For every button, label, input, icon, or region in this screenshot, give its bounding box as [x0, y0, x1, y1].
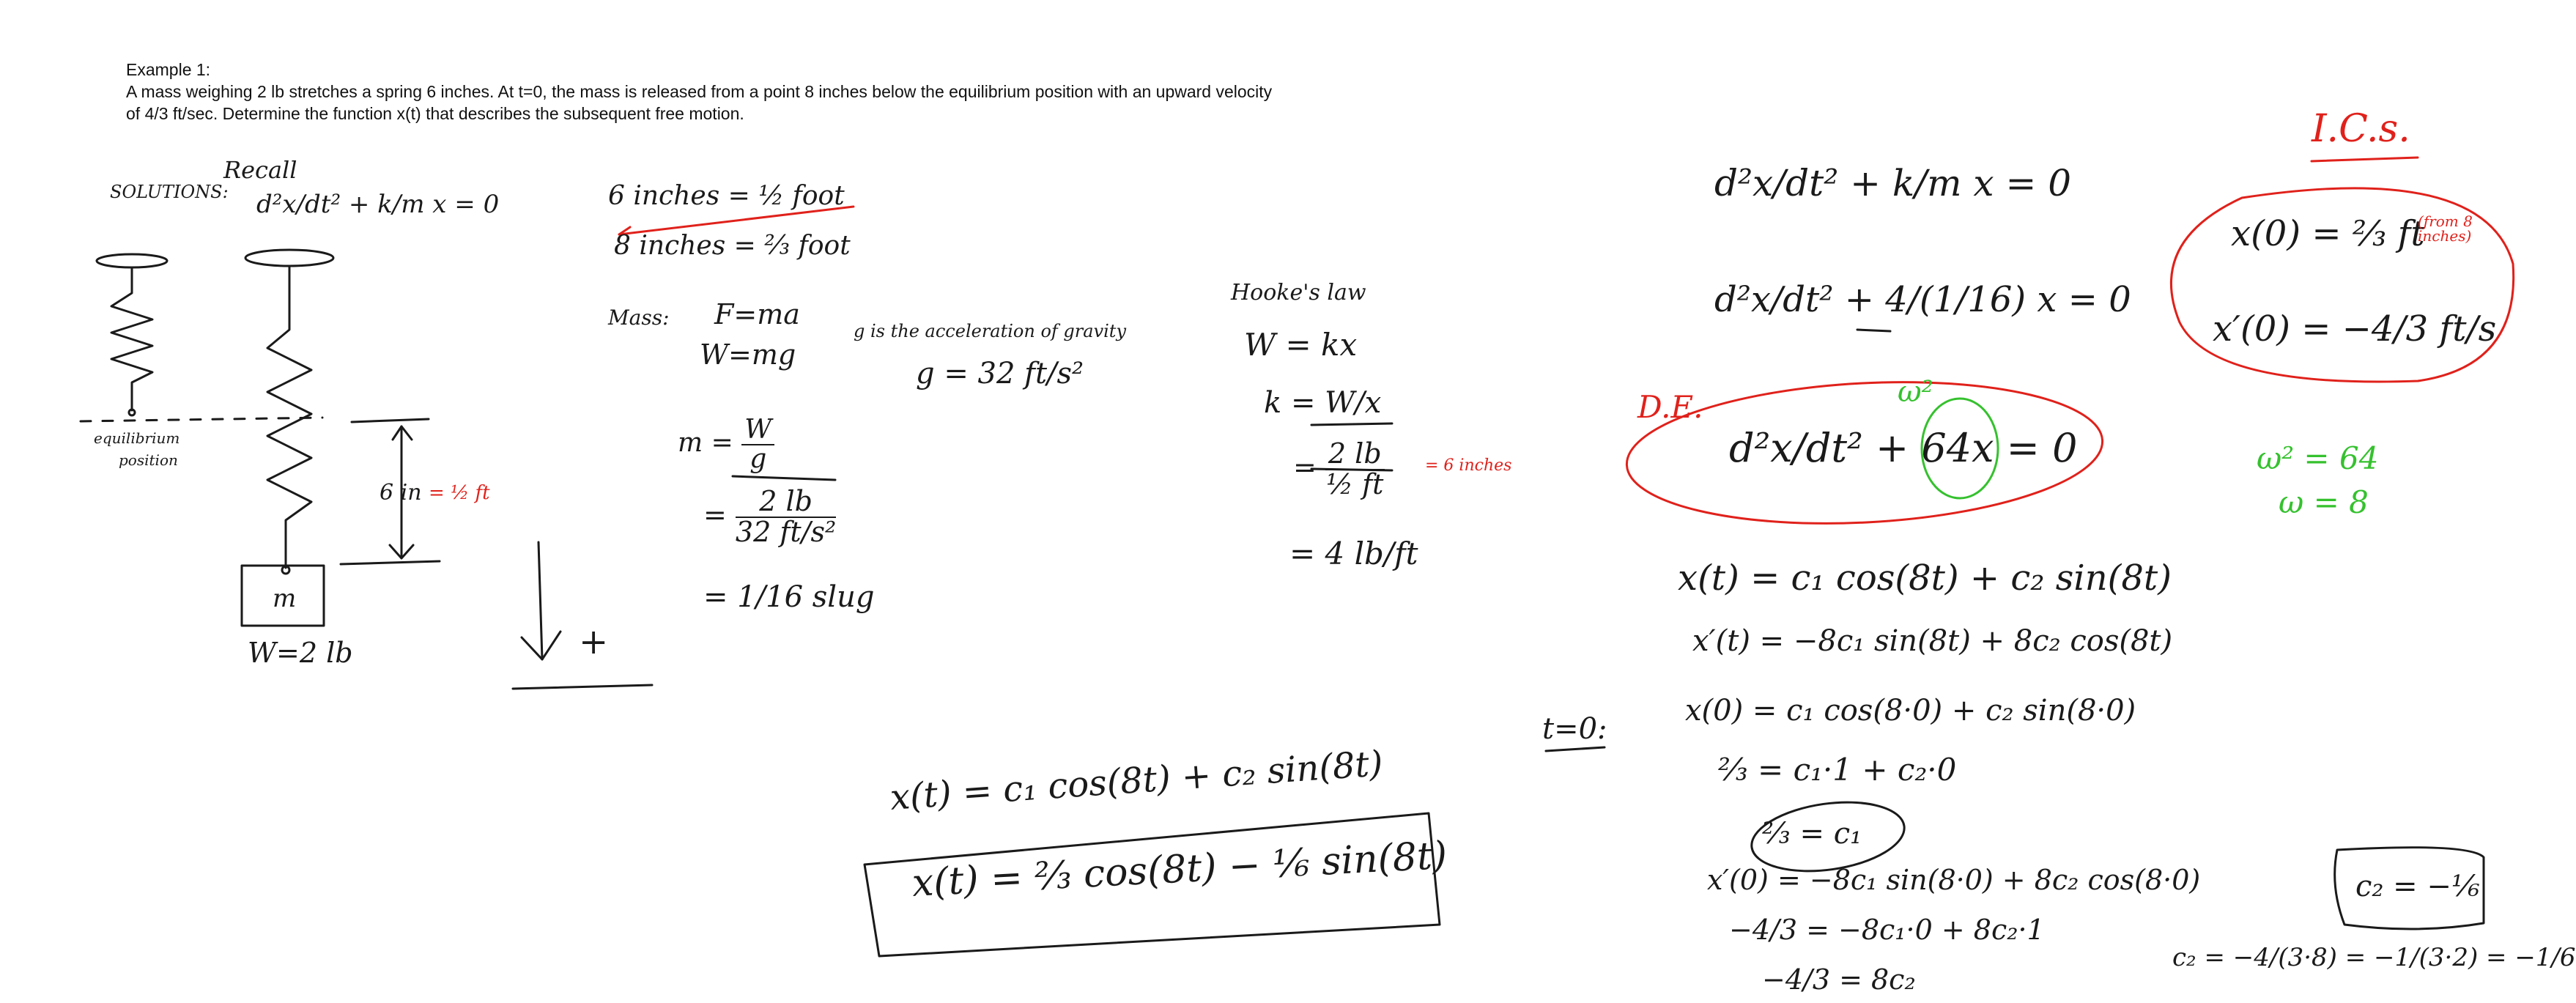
hooke-k-den: ½ ft: [1326, 467, 1384, 500]
xt-expression: x(t) = c₁ cos(8t) + c₂ sin(8t): [1678, 558, 2172, 599]
problem-heading: Example 1:: [126, 60, 211, 79]
step-c2-sub: −4/3 = −8c₁·0 + 8c₂·1: [1729, 914, 2045, 946]
mass-fraction-num: W: [741, 416, 774, 445]
mass-step2-num: 2 lb: [736, 487, 836, 518]
recall-equation: d²x/dt² + k/m x = 0: [256, 190, 500, 219]
hooke-w-kx: W = kx: [1244, 327, 1358, 363]
six-inches-conversion: 6 inches = ½ foot: [608, 181, 845, 211]
mass-heading: Mass:: [608, 306, 670, 330]
hooke-k-fraction: [1325, 437, 1385, 500]
step-x0: x(0) = c₁ cos(8·0) + c₂ sin(8·0): [1685, 694, 2136, 728]
mass-fraction-den: g: [750, 443, 767, 474]
hooke-k-num: 2 lb: [1325, 440, 1385, 470]
final-solution: x(t) = ⅔ cos(8t) − ⅙ sin(8t): [911, 833, 1448, 906]
newton-law: F=ma: [714, 298, 800, 330]
de-label: D.E.: [1637, 389, 1703, 425]
step-c2-eq: −4/3 = 8c₂: [1762, 963, 1916, 996]
gravity-value: g = 32 ft/s²: [916, 357, 1084, 391]
position-label: position: [119, 451, 178, 469]
mass-step2-den: 32 ft/s²: [735, 515, 837, 548]
omega-value: ω = 8: [2279, 484, 2369, 520]
recall-label: Recall: [223, 156, 297, 184]
spring-unstretched: [111, 267, 152, 410]
general-solution: x(t) = c₁ cos(8t) + c₂ sin(8t): [889, 743, 1385, 818]
mass-fraction: [741, 416, 774, 473]
problem-line-1: A mass weighing 2 lb stretches a spring 6 inches. At t=0, the mass is released from a point 8 inches below the equilibrium position with an upward velocity: [126, 82, 1273, 101]
ceiling-right: [245, 250, 333, 266]
hooke-title: Hooke's law: [1231, 280, 1366, 306]
mass-step-3: = 1/16 slug: [703, 580, 875, 614]
step-c1-sub: ⅔ = c₁·1 + c₂·0: [1718, 752, 1957, 788]
weight-label: W=2 lb: [248, 637, 353, 669]
omega-squared-label: ω²: [1898, 375, 1933, 409]
spring-stretched: [267, 266, 311, 568]
ceiling-left: [97, 254, 167, 267]
solutions-label: SOLUTIONS:: [110, 182, 229, 202]
mass-step-2: = $\frac{2 lb}{\text{32 ft/s²}}$: [703, 485, 837, 548]
mass-eq: [678, 416, 774, 473]
c2-boxed-result: c₂ = −⅙: [2355, 870, 2480, 903]
step-xp0: x′(0) = −8c₁ sin(8·0) + 8c₂ cos(8·0): [1707, 864, 2201, 896]
ic-position-note: (from 8 inches): [2418, 212, 2473, 245]
problem-line-2: of 4/3 ft/sec. Determine the function x(t) that describes the subsequent free motion.: [126, 104, 744, 123]
omega-squared-value: ω² = 64: [2257, 440, 2379, 476]
hooke-k-eq: k = W/x: [1264, 386, 1382, 420]
six-inch-feet: = ½ ft: [429, 482, 490, 504]
eight-inches-conversion: 8 inches = ⅔ foot: [614, 231, 851, 261]
equilibrium-line: [81, 418, 322, 421]
hooke-inches-note: = 6 inches: [1425, 456, 1512, 475]
t0-label: t=0:: [1542, 712, 1607, 746]
ics-title: I.C.s.: [2312, 107, 2410, 151]
de-substituted: d²x/dt² + 4/(1/16) x = 0: [1714, 279, 2131, 320]
weight-law: W=mg: [700, 338, 796, 371]
de-final: d²x/dt² + 64x = 0: [1729, 425, 2078, 471]
positive-direction-arrow: [538, 542, 542, 659]
step-c1-result: ⅔ = c₁: [1762, 817, 1862, 851]
six-inch-label: 6 in: [380, 480, 422, 506]
xpt-expression: x′(t) = −8c₁ sin(8t) + 8c₂ cos(8t): [1692, 624, 2173, 658]
mass-step2-fraction: [736, 487, 836, 547]
mass-label: m: [273, 584, 297, 613]
c2-calculation: c₂ = −4/(3·8) = −1/(3·2) = −1/6: [2172, 943, 2576, 972]
equilibrium-label: equilibrium: [94, 429, 180, 447]
ic-velocity: x′(0) = −4/3 ft/s: [2213, 308, 2497, 349]
hooke-result: = 4 lb/ft: [1289, 536, 1418, 571]
mass-eq-lhs: m =: [678, 427, 733, 458]
hooke-k-step: = $\frac{2 lb}{\text{½ ft}}$: [1293, 437, 1384, 500]
de-general: d²x/dt² + k/m x = 0: [1714, 162, 2072, 204]
plus-direction: +: [579, 621, 609, 662]
ic-position: x(0) = ⅔ ft: [2231, 213, 2425, 254]
gravity-note: g is the acceleration of gravity: [854, 321, 1126, 341]
